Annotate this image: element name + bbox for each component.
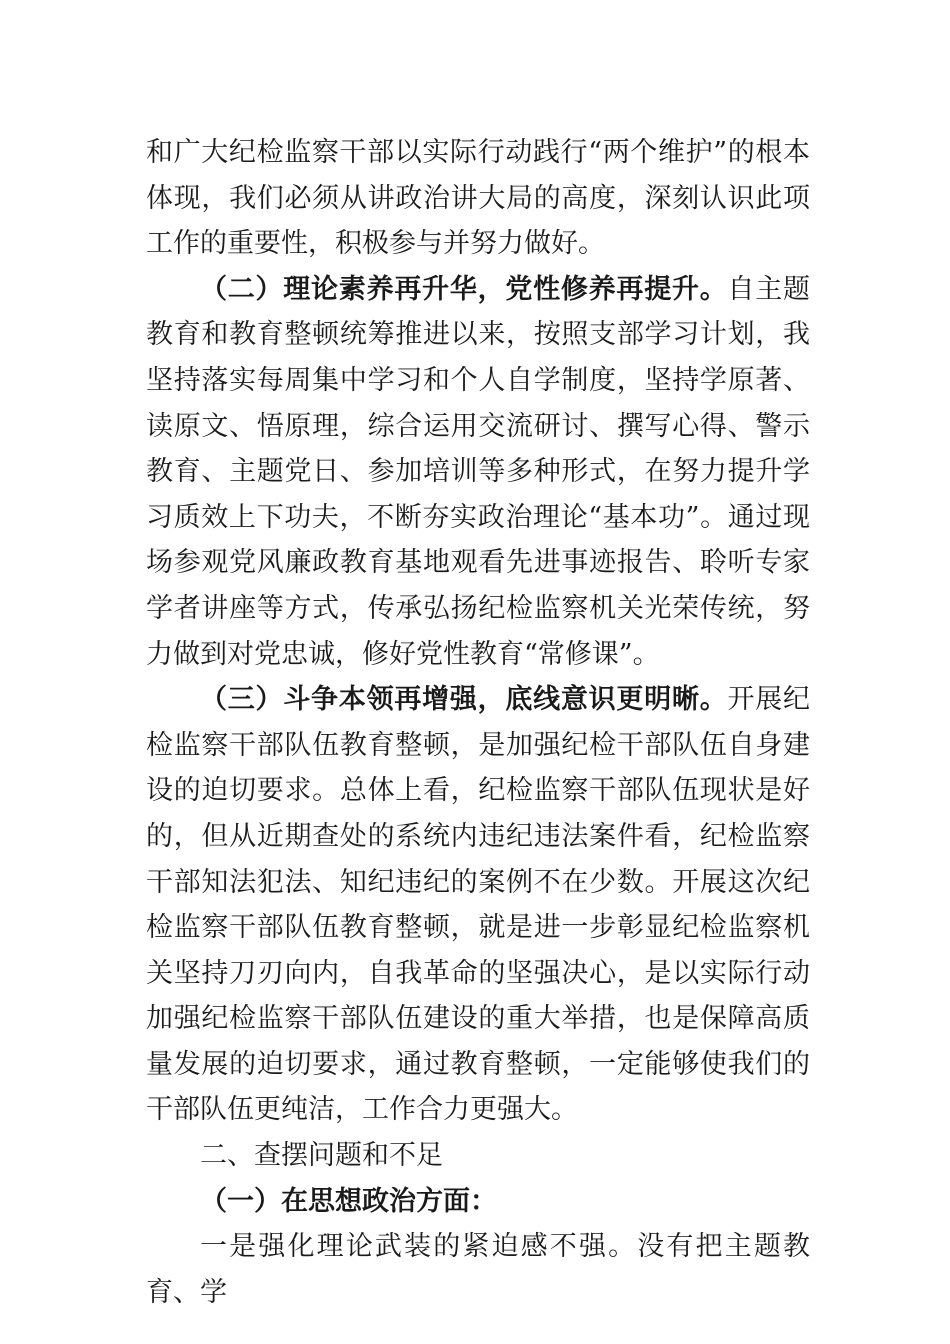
paragraph-item-1: 一是强化理论武装的紧迫感不强。没有把主题教育、学 (146, 1231, 810, 1308)
paragraph-section-2 (146, 267, 810, 677)
document-page (146, 130, 810, 1315)
paragraph-continuation: 和广大纪检监察干部以实际行动践行“两个维护”的根本体现，我们必须从讲政治讲大局的高度，深刻认识此项工作的重要性，积极参与并努力做好。 (146, 137, 810, 260)
section-3-body: 开展纪检监察干部队伍教育整顿，是加强纪检干部队伍自身建设的迫切要求。总体上看，纪检监察干部队伍现状是好的，但从近期查处的系统内违纪违法案件看，纪检监察干部知法犯法、知纪违纪的案例不在少数。开展这次纪检监察干部队伍教育整顿，就是进一步彰显纪检监察机关坚持刀刃向内，自我革命的坚强决心，是以实际行动加强纪检监察干部队伍建设的重大举措，也是保障高质量发展的迫切要求，通过教育整顿，一定能够使我们的干部队伍更纯洁，工作合力更强大。 (146, 684, 811, 1126)
section-2-body: 自主题教育和教育整顿统筹推进以来，按照支部学习计划，我坚持落实每周集中学习和个人自学制度，坚持学原著、读原文、悟原理，综合运用交流研讨、撰写心得、警示教育、主题党日、参加培训等多种形式，在努力提升学习质效上下功夫，不断夯实政治理论“基本功”。通过现场参观党风廉政教育基地观看先进事迹报告、聆听专家学者讲座等方式，传承弘扬纪检监察机关光荣传统，努力做到对党忠诚，修好党性教育“常修课”。 (146, 273, 811, 670)
section-3-heading: （三）斗争本领再增强，底线意识更明晰。 (200, 684, 728, 716)
part-2-heading: 二、查摆问题和不足 (200, 1140, 443, 1172)
paragraph-section-3 (146, 677, 810, 1133)
subheading-ideology-politics: （一）在思想政治方面： (200, 1185, 497, 1217)
section-2-heading: （二）理论素养再升华，党性修养再提升。 (200, 273, 728, 305)
